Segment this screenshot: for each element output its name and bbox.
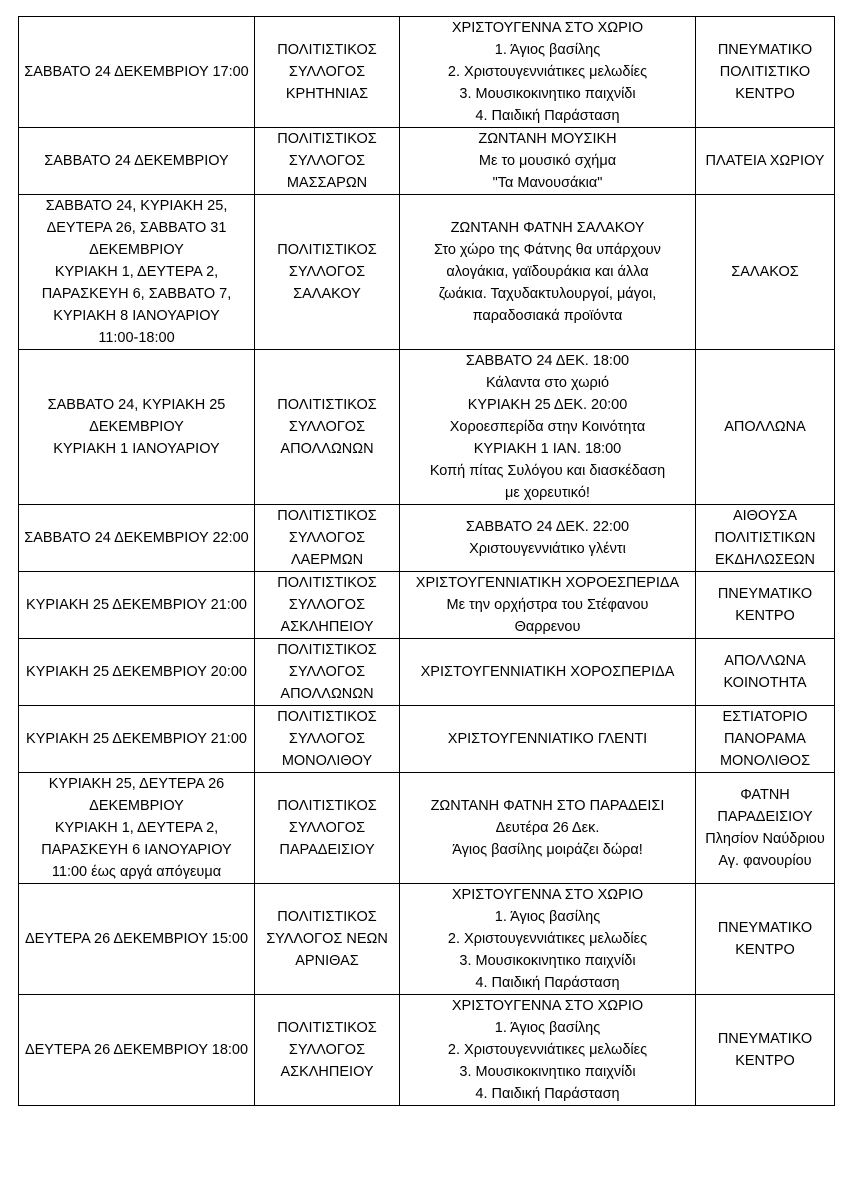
event-cell	[400, 195, 696, 350]
event-line: Χριστουγεννιάτικο γλέντι	[469, 541, 626, 557]
date-cell	[19, 505, 255, 572]
event-cell	[400, 17, 696, 128]
event-line: παραδοσιακά προϊόντα	[472, 308, 623, 324]
date-cell	[19, 995, 255, 1106]
event-line: ΚΥΡΙΑΚΗ 25 ΔΕΚ. 20:00	[467, 397, 628, 413]
table-row	[19, 884, 835, 995]
table-row	[19, 505, 835, 572]
organizer-cell	[255, 572, 400, 639]
organizer-line: ΑΡΝΙΘΑΣ	[295, 953, 359, 969]
organizer-cell	[255, 17, 400, 128]
event-line: Με το μουσικό σχήμα	[478, 153, 617, 169]
date-line: 11:00-18:00	[98, 330, 175, 346]
event-line: 4. Παιδική Παράσταση	[475, 108, 620, 124]
location-line: ΑΠΟΛΛΩΝΑ	[724, 419, 806, 435]
event-line: 3. Μουσικοκινητικο παιχνίδι	[459, 86, 636, 102]
organizer-line: ΑΠΟΛΛΩΝΩΝ	[280, 441, 374, 457]
location-line: ΚΕΝΤΡΟ	[735, 942, 795, 958]
event-line: αλογάκια, γαϊδουράκια και άλλα	[446, 264, 649, 280]
organizer-line: ΠΟΛΙΤΙΣΤΙΚΟΣ	[277, 642, 377, 658]
location-line: ΠΛΑΤΕΙΑ ΧΩΡΙΟΥ	[705, 153, 825, 169]
event-line: Δευτέρα 26 Δεκ.	[495, 820, 600, 836]
event-line: Κάλαντα στο χωριό	[485, 375, 610, 391]
date-line: ΔΕΥΤΕΡΑ 26 ΔΕΚΕΜΒΡΙΟΥ 18:00	[24, 1042, 249, 1058]
location-cell	[696, 773, 835, 884]
date-line: ΚΥΡΙΑΚΗ 25 ΔΕΚΕΜΒΡΙΟΥ 21:00	[26, 731, 247, 747]
organizer-line: ΜΟΝΟΛΙΘΟΥ	[281, 753, 373, 769]
organizer-line: ΣΥΛΛΟΓΟΣ	[288, 597, 366, 613]
location-line: ΕΚΔΗΛΩΣΕΩΝ	[715, 552, 815, 568]
event-cell	[400, 572, 696, 639]
date-cell	[19, 639, 255, 706]
location-line: Πλησίον Ναύδριου	[705, 831, 825, 847]
location-line: ΑΠΟΛΛΩΝΑ	[724, 653, 806, 669]
event-line: Χοροεσπερίδα στην Κοινότητα	[449, 419, 646, 435]
event-line: ΚΥΡΙΑΚΗ 1 ΙΑΝ. 18:00	[473, 441, 622, 457]
location-line: ΑΙΘΟΥΣΑ	[732, 508, 798, 524]
organizer-line: ΠΟΛΙΤΙΣΤΙΚΟΣ	[277, 131, 377, 147]
organizer-line: ΠΟΛΙΤΙΣΤΙΚΟΣ	[277, 909, 377, 925]
date-line: ΚΥΡΙΑΚΗ 25 ΔΕΚΕΜΒΡΙΟΥ 21:00	[26, 597, 247, 613]
organizer-cell	[255, 350, 400, 505]
organizer-line: ΠΑΡΑΔΕΙΣΙΟΥ	[279, 842, 375, 858]
organizer-line: ΠΟΛΙΤΙΣΤΙΚΟΣ	[277, 798, 377, 814]
date-line: ΔΕΥΤΕΡΑ 26 ΔΕΚΕΜΒΡΙΟΥ 15:00	[24, 931, 249, 947]
date-line: ΣΑΒΒΑΤΟ 24, ΚΥΡΙΑΚΗ 25,	[45, 198, 228, 214]
location-cell	[696, 706, 835, 773]
location-line: ΦΑΤΝΗ	[740, 787, 790, 803]
table-row	[19, 572, 835, 639]
organizer-line: ΣΑΛΑΚΟΥ	[293, 286, 361, 302]
date-cell	[19, 773, 255, 884]
event-line: ΧΡΙΣΤΟΥΓΕΝΝΑ ΣΤΟ ΧΩΡΙΟ	[451, 20, 644, 36]
location-cell	[696, 195, 835, 350]
event-line: 1. Άγιος βασίλης	[494, 42, 601, 58]
organizer-cell	[255, 884, 400, 995]
organizer-line: ΜΑΣΣΑΡΩΝ	[286, 175, 368, 191]
location-line: ΠΟΛΙΤΙΣΤΙΚΟ	[719, 64, 811, 80]
location-line: ΠΑΡΑΔΕΙΣΙΟΥ	[717, 809, 813, 825]
organizer-line: ΣΥΛΛΟΓΟΣ	[288, 153, 366, 169]
date-line: ΔΕΚΕΜΒΡΙΟΥ	[89, 419, 184, 435]
organizer-line: ΣΥΛΛΟΓΟΣ	[288, 820, 366, 836]
schedule-body	[19, 17, 835, 1106]
date-line: ΠΑΡΑΣΚΕΥΗ 6 ΙΑΝΟΥΑΡΙΟΥ	[41, 842, 232, 858]
event-line: Θαρρενου	[514, 619, 581, 635]
organizer-line: ΣΥΛΛΟΓΟΣ	[288, 530, 366, 546]
event-line: ΧΡΙΣΤΟΥΓΕΝΝΑ ΣΤΟ ΧΩΡΙΟ	[451, 887, 644, 903]
organizer-line: ΣΥΛΛΟΓΟΣ	[288, 1042, 366, 1058]
date-line: ΚΥΡΙΑΚΗ 1 ΙΑΝΟΥΑΡΙΟΥ	[53, 441, 220, 457]
events-schedule-table	[18, 16, 835, 1106]
event-line: ΧΡΙΣΤΟΥΓΕΝΝΙΑΤΙΚΗ ΧΟΡΟΕΣΠΕΡΙΔΑ	[415, 575, 680, 591]
location-line: ΠΑΝΟΡΑΜΑ	[724, 731, 806, 747]
event-cell	[400, 505, 696, 572]
event-line: ΧΡΙΣΤΟΥΓΕΝΝΑ ΣΤΟ ΧΩΡΙΟ	[451, 998, 644, 1014]
date-line: ΔΕΚΕΜΒΡΙΟΥ	[89, 242, 184, 258]
organizer-cell	[255, 706, 400, 773]
location-line: ΚΕΝΤΡΟ	[735, 608, 795, 624]
organizer-line: ΑΠΟΛΛΩΝΩΝ	[280, 686, 374, 702]
event-cell	[400, 995, 696, 1106]
date-cell	[19, 128, 255, 195]
event-line: ΧΡΙΣΤΟΥΓΕΝΝΙΑΤΙΚΟ ΓΛΕΝΤΙ	[447, 731, 648, 747]
location-line: ΚΟΙΝΟΤΗΤΑ	[723, 675, 807, 691]
location-line: ΠΝΕΥΜΑΤΙΚΟ	[717, 920, 813, 936]
organizer-line: ΛΑΕΡΜΩΝ	[290, 552, 364, 568]
organizer-line: ΑΣΚΛΗΠΕΙΟΥ	[280, 619, 374, 635]
location-line: ΕΣΤΙΑΤΟΡΙΟ	[722, 709, 808, 725]
event-line: 1. Άγιος βασίλης	[494, 909, 601, 925]
location-line: ΜΟΝΟΛΙΘΟΣ	[719, 753, 811, 769]
organizer-line: ΣΥΛΛΟΓΟΣ	[288, 264, 366, 280]
location-line: Αγ. φανουρίου	[718, 853, 812, 869]
organizer-line: ΣΥΛΛΟΓΟΣ ΝΕΩΝ	[266, 931, 388, 947]
event-line: ΖΩΝΤΑΝΗ ΦΑΤΝΗ ΣΤΟ ΠΑΡΑΔΕΙΣΙ	[430, 798, 665, 814]
date-line: ΔΕΥΤΕΡΑ 26, ΣΑΒΒΑΤΟ 31	[46, 220, 227, 236]
event-line: 4. Παιδική Παράσταση	[475, 1086, 620, 1102]
event-line: ΖΩΝΤΑΝΗ ΦΑΤΝΗ ΣΑΛΑΚΟΥ	[450, 220, 645, 236]
event-line: ΣΑΒΒΑΤΟ 24 ΔΕΚ. 22:00	[465, 519, 630, 535]
date-line: ΚΥΡΙΑΚΗ 25 ΔΕΚΕΜΒΡΙΟΥ 20:00	[26, 664, 247, 680]
organizer-line: ΠΟΛΙΤΙΣΤΙΚΟΣ	[277, 709, 377, 725]
location-cell	[696, 995, 835, 1106]
organizer-cell	[255, 773, 400, 884]
organizer-line: ΚΡΗΤΗΝΙΑΣ	[285, 86, 369, 102]
event-cell	[400, 884, 696, 995]
organizer-line: ΠΟΛΙΤΙΣΤΙΚΟΣ	[277, 575, 377, 591]
event-line: 2. Χριστουγεννιάτικες μελωδίες	[447, 64, 648, 80]
location-line: ΚΕΝΤΡΟ	[735, 86, 795, 102]
date-line: ΚΥΡΙΑΚΗ 1, ΔΕΥΤΕΡΑ 2,	[54, 264, 219, 280]
location-line: ΠΟΛΙΤΙΣΤΙΚΩΝ	[714, 530, 816, 546]
location-cell	[696, 350, 835, 505]
organizer-line: ΣΥΛΛΟΓΟΣ	[288, 64, 366, 80]
table-row	[19, 195, 835, 350]
table-row	[19, 350, 835, 505]
event-cell	[400, 706, 696, 773]
location-line: ΣΑΛΑΚΟΣ	[731, 264, 799, 280]
event-line: 3. Μουσικοκινητικο παιχνίδι	[459, 953, 636, 969]
table-row	[19, 773, 835, 884]
organizer-cell	[255, 995, 400, 1106]
date-cell	[19, 572, 255, 639]
location-cell	[696, 128, 835, 195]
event-line: Κοπή πίτας Συλόγου και διασκέδαση	[429, 463, 666, 479]
date-line: ΣΑΒΒΑΤΟ 24, ΚΥΡΙΑΚΗ 25	[47, 397, 226, 413]
date-line: ΔΕΚΕΜΒΡΙΟΥ	[89, 798, 184, 814]
organizer-line: ΣΥΛΛΟΓΟΣ	[288, 419, 366, 435]
location-line: ΠΝΕΥΜΑΤΙΚΟ	[717, 42, 813, 58]
organizer-line: ΑΣΚΛΗΠΕΙΟΥ	[280, 1064, 374, 1080]
location-cell	[696, 884, 835, 995]
location-cell	[696, 505, 835, 572]
date-cell	[19, 17, 255, 128]
event-cell	[400, 128, 696, 195]
event-line: ζωάκια. Ταχυδακτυλουργοί, μάγοι,	[438, 286, 657, 302]
event-line: 2. Χριστουγεννιάτικες μελωδίες	[447, 1042, 648, 1058]
table-row	[19, 639, 835, 706]
table-row	[19, 17, 835, 128]
event-cell	[400, 773, 696, 884]
table-row	[19, 128, 835, 195]
location-line: ΚΕΝΤΡΟ	[735, 1053, 795, 1069]
event-line: Άγιος βασίλης μοιράζει δώρα!	[452, 842, 643, 858]
date-line: ΠΑΡΑΣΚΕΥΗ 6, ΣΑΒΒΑΤΟ 7,	[41, 286, 232, 302]
location-cell	[696, 639, 835, 706]
event-line: Με την ορχήστρα του Στέφανου	[446, 597, 649, 613]
organizer-cell	[255, 128, 400, 195]
event-line: 3. Μουσικοκινητικο παιχνίδι	[459, 1064, 636, 1080]
location-line: ΠΝΕΥΜΑΤΙΚΟ	[717, 586, 813, 602]
date-line: ΚΥΡΙΑΚΗ 1, ΔΕΥΤΕΡΑ 2,	[54, 820, 219, 836]
organizer-line: ΠΟΛΙΤΙΣΤΙΚΟΣ	[277, 397, 377, 413]
organizer-cell	[255, 639, 400, 706]
location-cell	[696, 17, 835, 128]
date-line: 11:00 έως αργά απόγευμα	[51, 864, 222, 880]
organizer-line: ΠΟΛΙΤΙΣΤΙΚΟΣ	[277, 42, 377, 58]
event-cell	[400, 350, 696, 505]
event-line: Στο χώρο της Φάτνης θα υπάρχουν	[434, 242, 661, 258]
event-line: "Τα Μανουσάκια"	[492, 175, 603, 191]
organizer-line: ΠΟΛΙΤΙΣΤΙΚΟΣ	[277, 242, 377, 258]
event-line: ΧΡΙΣΤΟΥΓΕΝΝΙΑΤΙΚΗ ΧΟΡΟΣΠΕΡΙΔΑ	[420, 664, 675, 680]
event-line: με χορευτικό!	[505, 485, 590, 501]
date-line: ΣΑΒΒΑΤΟ 24 ΔΕΚΕΜΒΡΙΟΥ	[44, 153, 229, 169]
organizer-cell	[255, 195, 400, 350]
table-row	[19, 706, 835, 773]
event-cell	[400, 639, 696, 706]
date-cell	[19, 350, 255, 505]
location-line: ΠΝΕΥΜΑΤΙΚΟ	[717, 1031, 813, 1047]
date-line: ΣΑΒΒΑΤΟ 24 ΔΕΚΕΜΒΡΙΟΥ 17:00	[24, 64, 249, 80]
event-line: ΖΩΝΤΑΝΗ ΜΟΥΣΙΚΗ	[478, 131, 617, 147]
event-line: 2. Χριστουγεννιάτικες μελωδίες	[447, 931, 648, 947]
event-line: ΣΑΒΒΑΤΟ 24 ΔΕΚ. 18:00	[465, 353, 630, 369]
date-line: ΚΥΡΙΑΚΗ 25, ΔΕΥΤΕΡΑ 26	[48, 776, 225, 792]
organizer-line: ΣΥΛΛΟΓΟΣ	[288, 664, 366, 680]
date-cell	[19, 884, 255, 995]
date-cell	[19, 195, 255, 350]
table-row	[19, 995, 835, 1106]
date-line: ΚΥΡΙΑΚΗ 8 ΙΑΝΟΥΑΡΙΟΥ	[53, 308, 220, 324]
organizer-line: ΣΥΛΛΟΓΟΣ	[288, 731, 366, 747]
organizer-line: ΠΟΛΙΤΙΣΤΙΚΟΣ	[277, 508, 377, 524]
organizer-line: ΠΟΛΙΤΙΣΤΙΚΟΣ	[277, 1020, 377, 1036]
date-line: ΣΑΒΒΑΤΟ 24 ΔΕΚΕΜΒΡΙΟΥ 22:00	[24, 530, 249, 546]
event-line: 4. Παιδική Παράσταση	[475, 975, 620, 991]
date-cell	[19, 706, 255, 773]
location-cell	[696, 572, 835, 639]
event-line: 1. Άγιος βασίλης	[494, 1020, 601, 1036]
organizer-cell	[255, 505, 400, 572]
